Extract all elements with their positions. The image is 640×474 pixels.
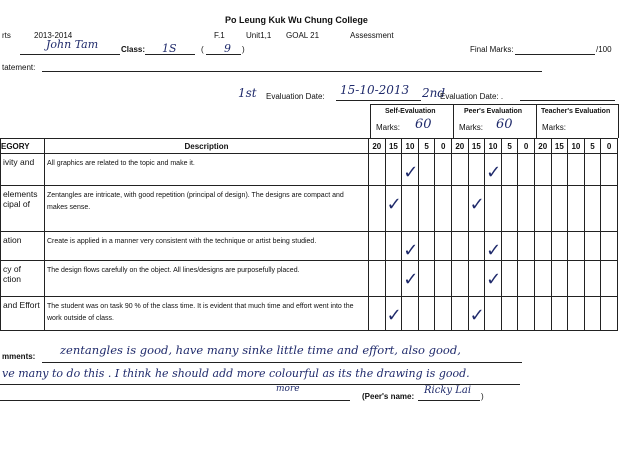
self-score-cell[interactable] [369, 261, 386, 297]
peer-score-cell[interactable] [468, 297, 485, 331]
goal-code: GOAL 21 [286, 31, 320, 40]
peer-score-cell[interactable] [451, 261, 468, 297]
teacher-score-cell[interactable] [584, 186, 601, 232]
class-label: Class: [121, 45, 146, 54]
comment-underline-1 [42, 362, 522, 363]
self-score-cell[interactable] [418, 297, 435, 331]
class-number: 9 [224, 42, 231, 55]
teacher-score-cell[interactable] [584, 261, 601, 297]
self-score-cell[interactable] [385, 297, 402, 331]
criterion-description: Zentangles are intricate, with good repetition (principal of design). The designs are compact and makes sense. [45, 186, 369, 232]
teacher-score-cell[interactable] [551, 154, 568, 186]
self-score-cell[interactable] [369, 186, 386, 232]
number-underline [206, 54, 241, 55]
self-score-cell[interactable] [402, 154, 419, 186]
comment-insert: more [276, 384, 300, 394]
self-score-cell[interactable] [435, 261, 452, 297]
rubric-row [1, 154, 618, 186]
peer-score-cell[interactable] [485, 297, 502, 331]
checkmark-icon: ✓ [386, 305, 402, 326]
checkmark-icon: ✓ [403, 240, 419, 261]
final-marks-label: Final Marks: [470, 45, 514, 54]
category-header: EGORY [1, 139, 45, 154]
peer-score-cell[interactable] [501, 186, 518, 232]
self-score-cell[interactable] [385, 186, 402, 232]
self-score-cell[interactable] [385, 154, 402, 186]
rubric-table [0, 138, 618, 331]
teacher-score-header: 5 [584, 139, 601, 154]
peer-eval-box [453, 104, 537, 138]
self-score-cell[interactable] [418, 232, 435, 261]
peer-score-cell[interactable] [501, 154, 518, 186]
peer-score-cell[interactable] [518, 261, 535, 297]
peer-score-cell[interactable] [501, 261, 518, 297]
teacher-score-cell[interactable] [601, 154, 618, 186]
teacher-score-cell[interactable] [551, 186, 568, 232]
rubric-row [1, 297, 618, 331]
self-score-cell[interactable] [418, 261, 435, 297]
self-score-cell[interactable] [435, 186, 452, 232]
number-open-paren: ( [201, 45, 204, 54]
final-marks-total: /100 [596, 45, 612, 54]
school-year: 2013-2014 [34, 31, 73, 40]
form-level: F.1 [214, 31, 225, 40]
self-score-header: 20 [369, 139, 386, 154]
self-score-cell[interactable] [435, 154, 452, 186]
statement-underline [42, 71, 542, 72]
peer-score-cell[interactable] [518, 297, 535, 331]
peer-score-header: 10 [485, 139, 502, 154]
self-score-cell[interactable] [435, 297, 452, 331]
peer-score-cell[interactable] [468, 186, 485, 232]
checkmark-icon: ✓ [486, 240, 502, 261]
peer-score-header: 0 [518, 139, 535, 154]
comment-line-2: ve many to do this . I think he should add more colourful as its the drawing is good. [2, 367, 470, 380]
peer-score-cell[interactable] [468, 232, 485, 261]
peer-eval-marks-value: 60 [496, 117, 513, 132]
description-header: Description [45, 139, 369, 154]
comment-line-1: zentangles is good, have many sinke little time and effort, also good, [60, 343, 461, 357]
teacher-score-cell[interactable] [568, 261, 585, 297]
self-score-cell[interactable] [402, 261, 419, 297]
teacher-score-cell[interactable] [551, 261, 568, 297]
teacher-score-cell[interactable] [601, 186, 618, 232]
peer-score-cell[interactable] [468, 261, 485, 297]
teacher-score-cell[interactable] [584, 232, 601, 261]
teacher-eval-marks-label: Marks: [542, 123, 566, 132]
peer-eval-marks-label: Marks: [459, 123, 483, 132]
peer-score-cell[interactable] [485, 154, 502, 186]
checkmark-icon: ✓ [469, 194, 485, 215]
teacher-score-cell[interactable] [551, 297, 568, 331]
teacher-eval-title: Teacher's Evaluation [541, 108, 611, 115]
teacher-score-header: 20 [534, 139, 551, 154]
self-score-cell[interactable] [435, 232, 452, 261]
criterion-category: ivity and [1, 154, 45, 186]
teacher-score-header: 0 [601, 139, 618, 154]
peer-score-cell[interactable] [501, 297, 518, 331]
rubric-row [1, 232, 618, 261]
self-eval-marks-value: 60 [415, 117, 432, 132]
peer-score-cell[interactable] [501, 232, 518, 261]
statement-label: tatement: [2, 63, 36, 72]
peer-score-cell[interactable] [451, 154, 468, 186]
peer-score-cell[interactable] [485, 232, 502, 261]
self-score-cell[interactable] [369, 154, 386, 186]
peer-score-header: 5 [501, 139, 518, 154]
teacher-score-cell[interactable] [551, 232, 568, 261]
subject-code: rts [2, 31, 11, 40]
peer-score-header: 15 [468, 139, 485, 154]
peer-name-close: ) [481, 392, 484, 401]
self-eval-box [370, 104, 454, 138]
rubric-header-row [1, 139, 618, 154]
criterion-description: The design flows carefully on the object. All lines/designs are purposefully placed. [45, 261, 369, 297]
teacher-score-cell[interactable] [568, 154, 585, 186]
self-score-cell[interactable] [418, 186, 435, 232]
number-close-paren: ) [242, 45, 245, 54]
self-score-header: 15 [385, 139, 402, 154]
teacher-score-cell[interactable] [584, 297, 601, 331]
teacher-score-cell[interactable] [568, 186, 585, 232]
second-eval-mark: 2nd [422, 86, 446, 100]
checkmark-icon: ✓ [486, 162, 502, 183]
criterion-description: Create is applied in a manner very consistent with the technique or artist being studied. [45, 232, 369, 261]
assessment-label: Assessment [350, 31, 394, 40]
rubric-row [1, 261, 618, 297]
comment-underline-3 [0, 400, 350, 401]
peer-name-label: (Peer's name: [362, 392, 415, 401]
checkmark-icon: ✓ [403, 269, 419, 290]
self-score-header: 5 [418, 139, 435, 154]
peer-score-cell[interactable] [451, 186, 468, 232]
self-score-cell[interactable] [402, 186, 419, 232]
rubric-row [1, 186, 618, 232]
evaluation-group-headers [370, 104, 618, 138]
checkmark-icon: ✓ [403, 162, 419, 183]
teacher-score-cell[interactable] [534, 186, 551, 232]
teacher-score-cell[interactable] [601, 297, 618, 331]
teacher-score-cell[interactable] [534, 297, 551, 331]
criterion-category: and Effort [1, 297, 45, 331]
self-eval-title: Self-Evaluation [385, 108, 436, 115]
peer-score-cell[interactable] [485, 261, 502, 297]
criterion-category: elements cipal of [1, 186, 45, 232]
self-score-cell[interactable] [418, 154, 435, 186]
name-underline [20, 54, 120, 55]
criterion-description: All graphics are related to the topic and make it. [45, 154, 369, 186]
checkmark-icon: ✓ [486, 269, 502, 290]
class-underline [145, 54, 195, 55]
peer-score-cell[interactable] [518, 186, 535, 232]
teacher-score-header: 10 [568, 139, 585, 154]
criterion-category: ation [1, 232, 45, 261]
teacher-score-cell[interactable] [584, 154, 601, 186]
self-score-cell[interactable] [369, 297, 386, 331]
peer-name-value: Ricky Lai [424, 385, 472, 396]
peer-score-cell[interactable] [451, 297, 468, 331]
teacher-score-cell[interactable] [601, 232, 618, 261]
teacher-score-cell[interactable] [534, 154, 551, 186]
unit-code: Unit1,1 [246, 31, 272, 40]
self-score-cell[interactable] [369, 232, 386, 261]
eval-date-value-1: 15-10-2013 [340, 83, 410, 97]
self-score-cell[interactable] [385, 232, 402, 261]
self-score-cell[interactable] [402, 232, 419, 261]
student-name: John Tam [46, 38, 99, 51]
criterion-category: cy of ction [1, 261, 45, 297]
teacher-score-cell[interactable] [601, 261, 618, 297]
peer-score-cell[interactable] [518, 232, 535, 261]
comments-label: mments: [2, 352, 36, 361]
school-name: Po Leung Kuk Wu Chung College [225, 15, 368, 25]
peer-eval-title: Peer's Evaluation [464, 108, 523, 115]
checkmark-icon: ✓ [386, 194, 402, 215]
peer-score-cell[interactable] [468, 154, 485, 186]
first-eval-mark: 1st [238, 86, 257, 100]
teacher-score-cell[interactable] [568, 232, 585, 261]
self-eval-marks-label: Marks: [376, 123, 400, 132]
peer-score-cell[interactable] [485, 186, 502, 232]
self-score-cell[interactable] [402, 297, 419, 331]
eval-date-label-1: Evaluation Date: [266, 92, 325, 101]
peer-score-cell[interactable] [451, 232, 468, 261]
class-value: 1S [162, 42, 177, 55]
self-score-cell[interactable] [385, 261, 402, 297]
teacher-score-cell[interactable] [534, 261, 551, 297]
eval-date-underline-1 [336, 100, 421, 101]
peer-score-header: 20 [451, 139, 468, 154]
final-marks-underline [515, 54, 595, 55]
eval-date-underline-2 [520, 100, 615, 101]
checkmark-icon: ✓ [469, 305, 485, 326]
self-score-header: 0 [435, 139, 452, 154]
teacher-score-cell[interactable] [534, 232, 551, 261]
self-score-header: 10 [402, 139, 419, 154]
teacher-score-cell[interactable] [568, 297, 585, 331]
criterion-description: The student was on task 90 % of the class time. It is evident that much time and effort went into the work outside of class. [45, 297, 369, 331]
peer-score-cell[interactable] [518, 154, 535, 186]
peer-name-underline [418, 400, 480, 401]
eval-date-label-2: Evaluation Date: . [440, 92, 504, 101]
teacher-eval-box [536, 104, 619, 138]
teacher-score-header: 15 [551, 139, 568, 154]
